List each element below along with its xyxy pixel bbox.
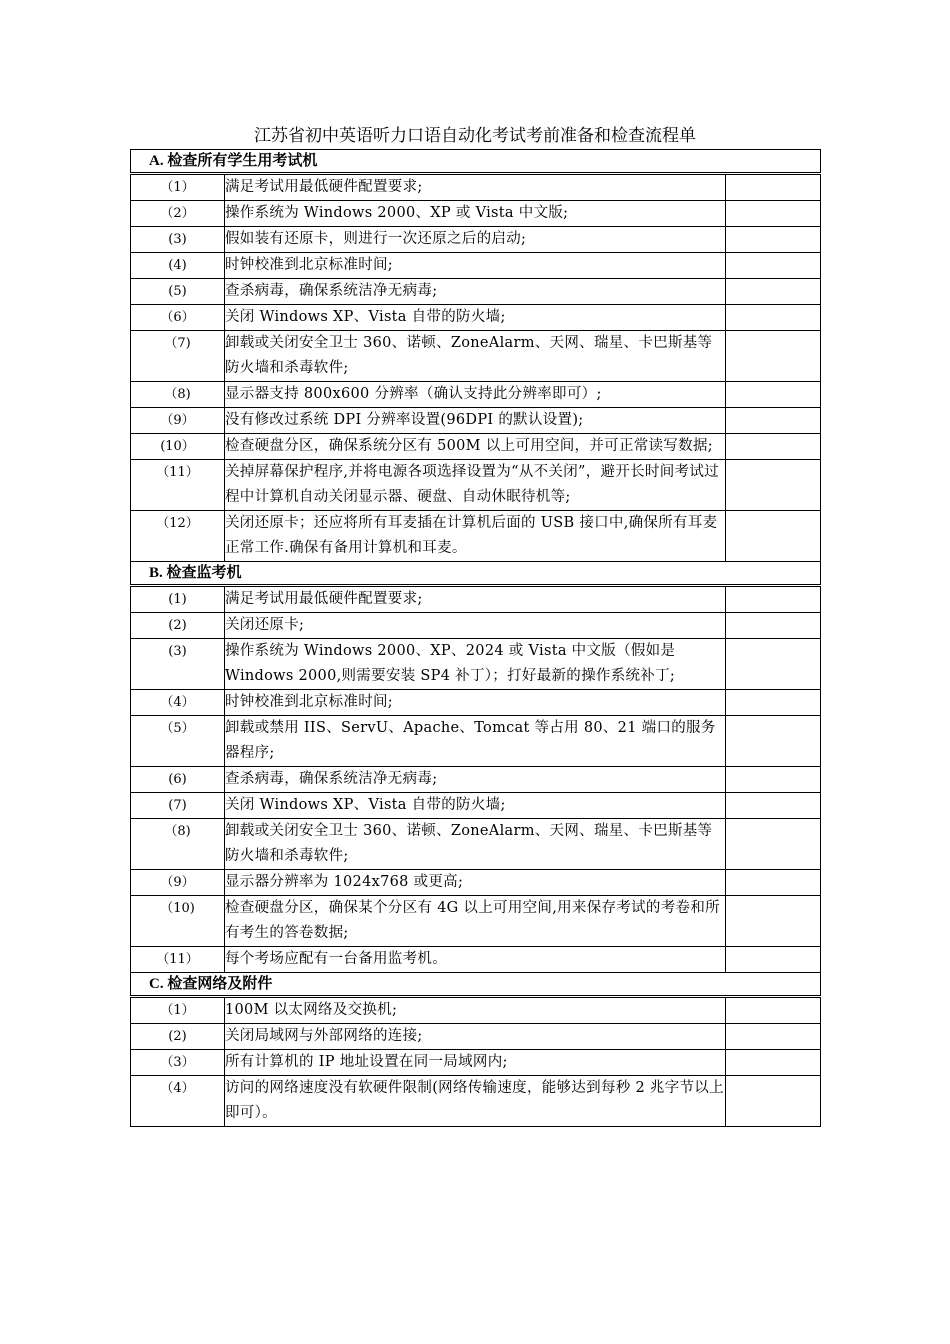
checklist-table [130,149,821,1127]
item-description: 关闭还原卡；还应将所有耳麦插在计算机后面的 USB 接口中,确保所有耳麦正常工作.确保有备用计算机和耳麦。 [225,511,726,562]
item-description: 查杀病毒，确保系统洁净无病毒; [225,279,726,305]
section-header-row [131,562,821,586]
check-cell[interactable] [726,896,821,947]
item-number: （12） [131,511,225,562]
checklist-row [131,227,821,253]
section-heading: B. 检查监考机 [131,562,821,586]
item-number: (2) [131,1024,225,1050]
item-number: （5） [131,716,225,767]
checklist-row [131,305,821,331]
checklist-row [131,434,821,460]
item-number: （9） [131,408,225,434]
section-header-row [131,973,821,997]
checklist-row [131,997,821,1024]
check-cell[interactable] [726,870,821,896]
checklist-row [131,690,821,716]
section-header-row [131,150,821,174]
checklist-row [131,331,821,382]
check-cell[interactable] [726,947,821,973]
checklist-row [131,716,821,767]
checklist-row [131,870,821,896]
item-number: （11） [131,460,225,511]
item-number: （1） [131,997,225,1024]
item-number: (7) [131,793,225,819]
item-description: 显示器分辨率为 1024x768 或更高; [225,870,726,896]
checklist-row [131,947,821,973]
check-cell[interactable] [726,639,821,690]
item-number: (3) [131,639,225,690]
checklist-row [131,253,821,279]
check-cell[interactable] [726,690,821,716]
item-description: 满足考试用最低硬件配置要求; [225,586,726,613]
section-heading: C. 检查网络及附件 [131,973,821,997]
check-cell[interactable] [726,716,821,767]
item-number: （4） [131,690,225,716]
check-cell[interactable] [726,793,821,819]
item-description: 检查硬盘分区，确保某个分区有 4G 以上可用空间,用来保存考试的考卷和所有考生的答卷数据; [225,896,726,947]
item-number: (3) [131,227,225,253]
check-cell[interactable] [726,819,821,870]
checklist-row [131,613,821,639]
item-description: 卸载或关闭安全卫士 360、诺顿、ZoneAlarm、天网、瑞星、卡巴斯基等防火墙和杀毒软件; [225,819,726,870]
checklist-row [131,1076,821,1127]
item-description: 时钟校准到北京标准时间; [225,253,726,279]
check-cell[interactable] [726,767,821,793]
item-number: （11） [131,947,225,973]
checklist-row [131,896,821,947]
checklist-row [131,586,821,613]
item-number: （2） [131,201,225,227]
check-cell[interactable] [726,253,821,279]
check-cell[interactable] [726,460,821,511]
checklist-row [131,382,821,408]
item-description: 所有计算机的 IP 地址设置在同一局域网内; [225,1050,726,1076]
document-title: 江苏省初中英语听力口语自动化考试考前准备和检查流程单 [254,126,696,146]
item-description: 访问的网络速度没有软硬件限制(网络传输速度，能够达到每秒 2 兆字节以上即可）。 [225,1076,726,1127]
check-cell[interactable] [726,227,821,253]
section-heading: A. 检查所有学生用考试机 [131,150,821,174]
item-description: 检查硬盘分区，确保系统分区有 500M 以上可用空间，并可正常读写数据; [225,434,726,460]
check-cell[interactable] [726,434,821,460]
check-cell[interactable] [726,382,821,408]
check-cell[interactable] [726,613,821,639]
item-description: 关闭还原卡; [225,613,726,639]
checklist-row [131,1050,821,1076]
item-description: 操作系统为 Windows 2000、XP、2024 或 Vista 中文版（假如是 Windows 2000,则需要安装 SP4 补丁）；打好最新的操作系统补丁; [225,639,726,690]
item-description: 操作系统为 Windows 2000、XP 或 Vista 中文版; [225,201,726,227]
check-cell[interactable] [726,997,821,1024]
checklist-row [131,793,821,819]
item-description: 时钟校准到北京标准时间; [225,690,726,716]
item-number: （3） [131,1050,225,1076]
check-cell[interactable] [726,1050,821,1076]
item-description: 假如装有还原卡，则进行一次还原之后的启动; [225,227,726,253]
item-number: (6) [131,767,225,793]
item-description: 满足考试用最低硬件配置要求; [225,174,726,201]
item-description: 卸载或禁用 IIS、ServU、Apache、Tomcat 等占用 80、21 端口的服务器程序; [225,716,726,767]
item-description: 卸载或关闭安全卫士 360、诺顿、ZoneAlarm、天网、瑞星、卡巴斯基等防火墙和杀毒软件; [225,331,726,382]
check-cell[interactable] [726,1024,821,1050]
item-description: 查杀病毒，确保系统洁净无病毒; [225,767,726,793]
check-cell[interactable] [726,586,821,613]
checklist-row [131,639,821,690]
item-number: (4) [131,253,225,279]
checklist-row [131,460,821,511]
checklist-row [131,174,821,201]
check-cell[interactable] [726,279,821,305]
checklist-row [131,1024,821,1050]
checklist-row [131,511,821,562]
item-description: 显示器支持 800x600 分辨率（确认支持此分辨率即可）; [225,382,726,408]
item-number: (1) [131,586,225,613]
item-description: 关闭 Windows XP、Vista 自带的防火墙; [225,793,726,819]
checklist-row [131,767,821,793]
check-cell[interactable] [726,305,821,331]
item-number: （8) [131,819,225,870]
item-number: （10) [131,896,225,947]
check-cell[interactable] [726,511,821,562]
item-number: (10） [131,434,225,460]
item-description: 100M 以太网络及交换机; [225,997,726,1024]
item-description: 关闭局域网与外部网络的连接; [225,1024,726,1050]
item-number: （4） [131,1076,225,1127]
item-description: 关掉屏幕保护程序,并将电源各项选择设置为“从不关闭”，避开长时间考试过程中计算机自动关闭显示器、硬盘、自动休眠待机等; [225,460,726,511]
check-cell[interactable] [726,174,821,201]
item-number: （6） [131,305,225,331]
checklist-row [131,408,821,434]
checklist-body [131,150,821,1127]
item-description: 没有修改过系统 DPI 分辨率设置(96DPI 的默认设置); [225,408,726,434]
checklist-row [131,279,821,305]
item-number: （1） [131,174,225,201]
checklist-row [131,819,821,870]
item-description: 关闭 Windows XP、Vista 自带的防火墙; [225,305,726,331]
checklist-row [131,201,821,227]
item-number: （8) [131,382,225,408]
check-cell[interactable] [726,1076,821,1127]
item-number: （7) [131,331,225,382]
check-cell[interactable] [726,201,821,227]
check-cell[interactable] [726,331,821,382]
item-number: （9） [131,870,225,896]
check-cell[interactable] [726,408,821,434]
item-number: (5) [131,279,225,305]
item-description: 每个考场应配有一台备用监考机。 [225,947,726,973]
item-number: (2) [131,613,225,639]
